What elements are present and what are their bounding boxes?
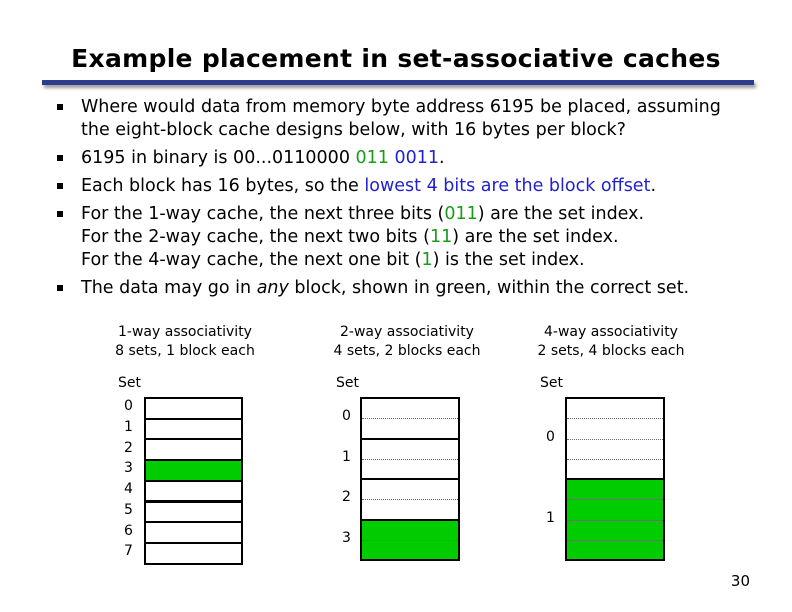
set-number: 2 xyxy=(124,439,133,456)
cache-set-4 xyxy=(144,480,243,503)
cache-set-0 xyxy=(360,397,460,440)
set-number: 1 xyxy=(124,419,133,436)
way-divider xyxy=(567,540,663,541)
bullet-text: ) is the set index. xyxy=(432,250,585,270)
set-index-bits: 011 xyxy=(355,148,389,168)
cache-set-5 xyxy=(144,501,243,524)
set-header: Set xyxy=(336,375,359,391)
bullet-text: . xyxy=(650,176,657,196)
bullet-text: Each block has 16 bytes, so the xyxy=(81,176,365,196)
set-number: 7 xyxy=(124,543,133,560)
set-header: Set xyxy=(118,375,141,391)
set-number: 2 xyxy=(342,489,351,506)
bullet-text: block, shown in green, within the correct set. xyxy=(288,278,690,298)
cache-set-3 xyxy=(360,519,460,562)
way-divider xyxy=(362,540,458,541)
bullet-text: Where would data from memory byte address 6195 be placed, assuming xyxy=(81,97,721,117)
set-header: Set xyxy=(540,375,563,391)
way-divider xyxy=(362,499,458,500)
cache-set-3 xyxy=(144,459,243,482)
cache-set-1 xyxy=(360,438,460,481)
bullet-item xyxy=(55,277,775,300)
set-number: 5 xyxy=(124,501,133,518)
way-divider xyxy=(362,459,458,460)
page-number: 30 xyxy=(730,572,750,590)
bullet-item xyxy=(55,175,775,198)
way-divider xyxy=(567,459,663,460)
cache-set-2 xyxy=(144,438,243,461)
bullet-text: ) are the set index. xyxy=(477,204,645,224)
title-rule xyxy=(42,80,754,85)
caption-line: 2-way associativity xyxy=(340,324,474,340)
bullet-text: For the 1-way cache, the next three bits ( xyxy=(81,204,445,224)
set-index-bits: 11 xyxy=(429,227,453,247)
caption-line: 4-way associativity xyxy=(544,324,678,340)
cache-set-6 xyxy=(144,521,243,544)
set-number: 3 xyxy=(124,460,133,477)
cache-set-1 xyxy=(144,418,243,441)
cache-set-7 xyxy=(144,542,243,565)
caption-line: 2 sets, 4 blocks each xyxy=(537,343,685,359)
way-divider xyxy=(362,418,458,419)
set-number: 0 xyxy=(342,408,351,425)
bullet-text: For the 2-way cache, the next two bits ( xyxy=(81,227,430,247)
bullet-text: . xyxy=(439,148,445,168)
set-number: 0 xyxy=(546,428,555,445)
set-number: 0 xyxy=(124,398,133,415)
bullet-text: For the 4-way cache, the next one bit ( xyxy=(81,250,422,270)
bullet-text: 6195 in binary is 00...0110000 xyxy=(81,148,356,168)
way-divider xyxy=(567,499,663,500)
cache-set-0 xyxy=(565,397,665,480)
caption-line: 4 sets, 2 blocks each xyxy=(333,343,481,359)
set-number: 4 xyxy=(124,481,133,498)
bullet-list xyxy=(55,96,775,305)
bullet-emphasis: any xyxy=(256,278,289,298)
set-number: 1 xyxy=(342,448,351,465)
way-divider xyxy=(567,439,663,440)
way-divider xyxy=(567,520,663,521)
bullet-text: The data may go in xyxy=(81,278,257,298)
bullet-text: the eight-block cache designs below, with 16 bytes per block? xyxy=(81,120,626,140)
caption-line: 1-way associativity xyxy=(118,324,252,340)
set-number: 1 xyxy=(546,509,555,526)
two-way-caption xyxy=(317,323,497,361)
slide-title: Example placement in set-associative caches xyxy=(71,44,721,73)
bullet-text: ) are the set index. xyxy=(452,227,619,247)
offset-phrase: lowest 4 bits are the block offset xyxy=(364,176,651,196)
four-way-caption xyxy=(521,323,701,361)
set-index-bits: 1 xyxy=(421,250,433,270)
one-way-caption xyxy=(95,323,275,361)
set-number: 6 xyxy=(124,522,133,539)
bullet-item xyxy=(55,96,775,142)
bullet-item xyxy=(55,147,775,170)
cache-set-0 xyxy=(144,397,243,420)
set-number: 3 xyxy=(342,529,351,546)
cache-set-1 xyxy=(565,478,665,561)
caption-line: 8 sets, 1 block each xyxy=(115,343,255,359)
way-divider xyxy=(567,418,663,419)
offset-bits: 0011 xyxy=(394,148,440,168)
bullet-item xyxy=(55,203,775,272)
cache-set-2 xyxy=(360,478,460,521)
set-index-bits: 011 xyxy=(444,204,478,224)
